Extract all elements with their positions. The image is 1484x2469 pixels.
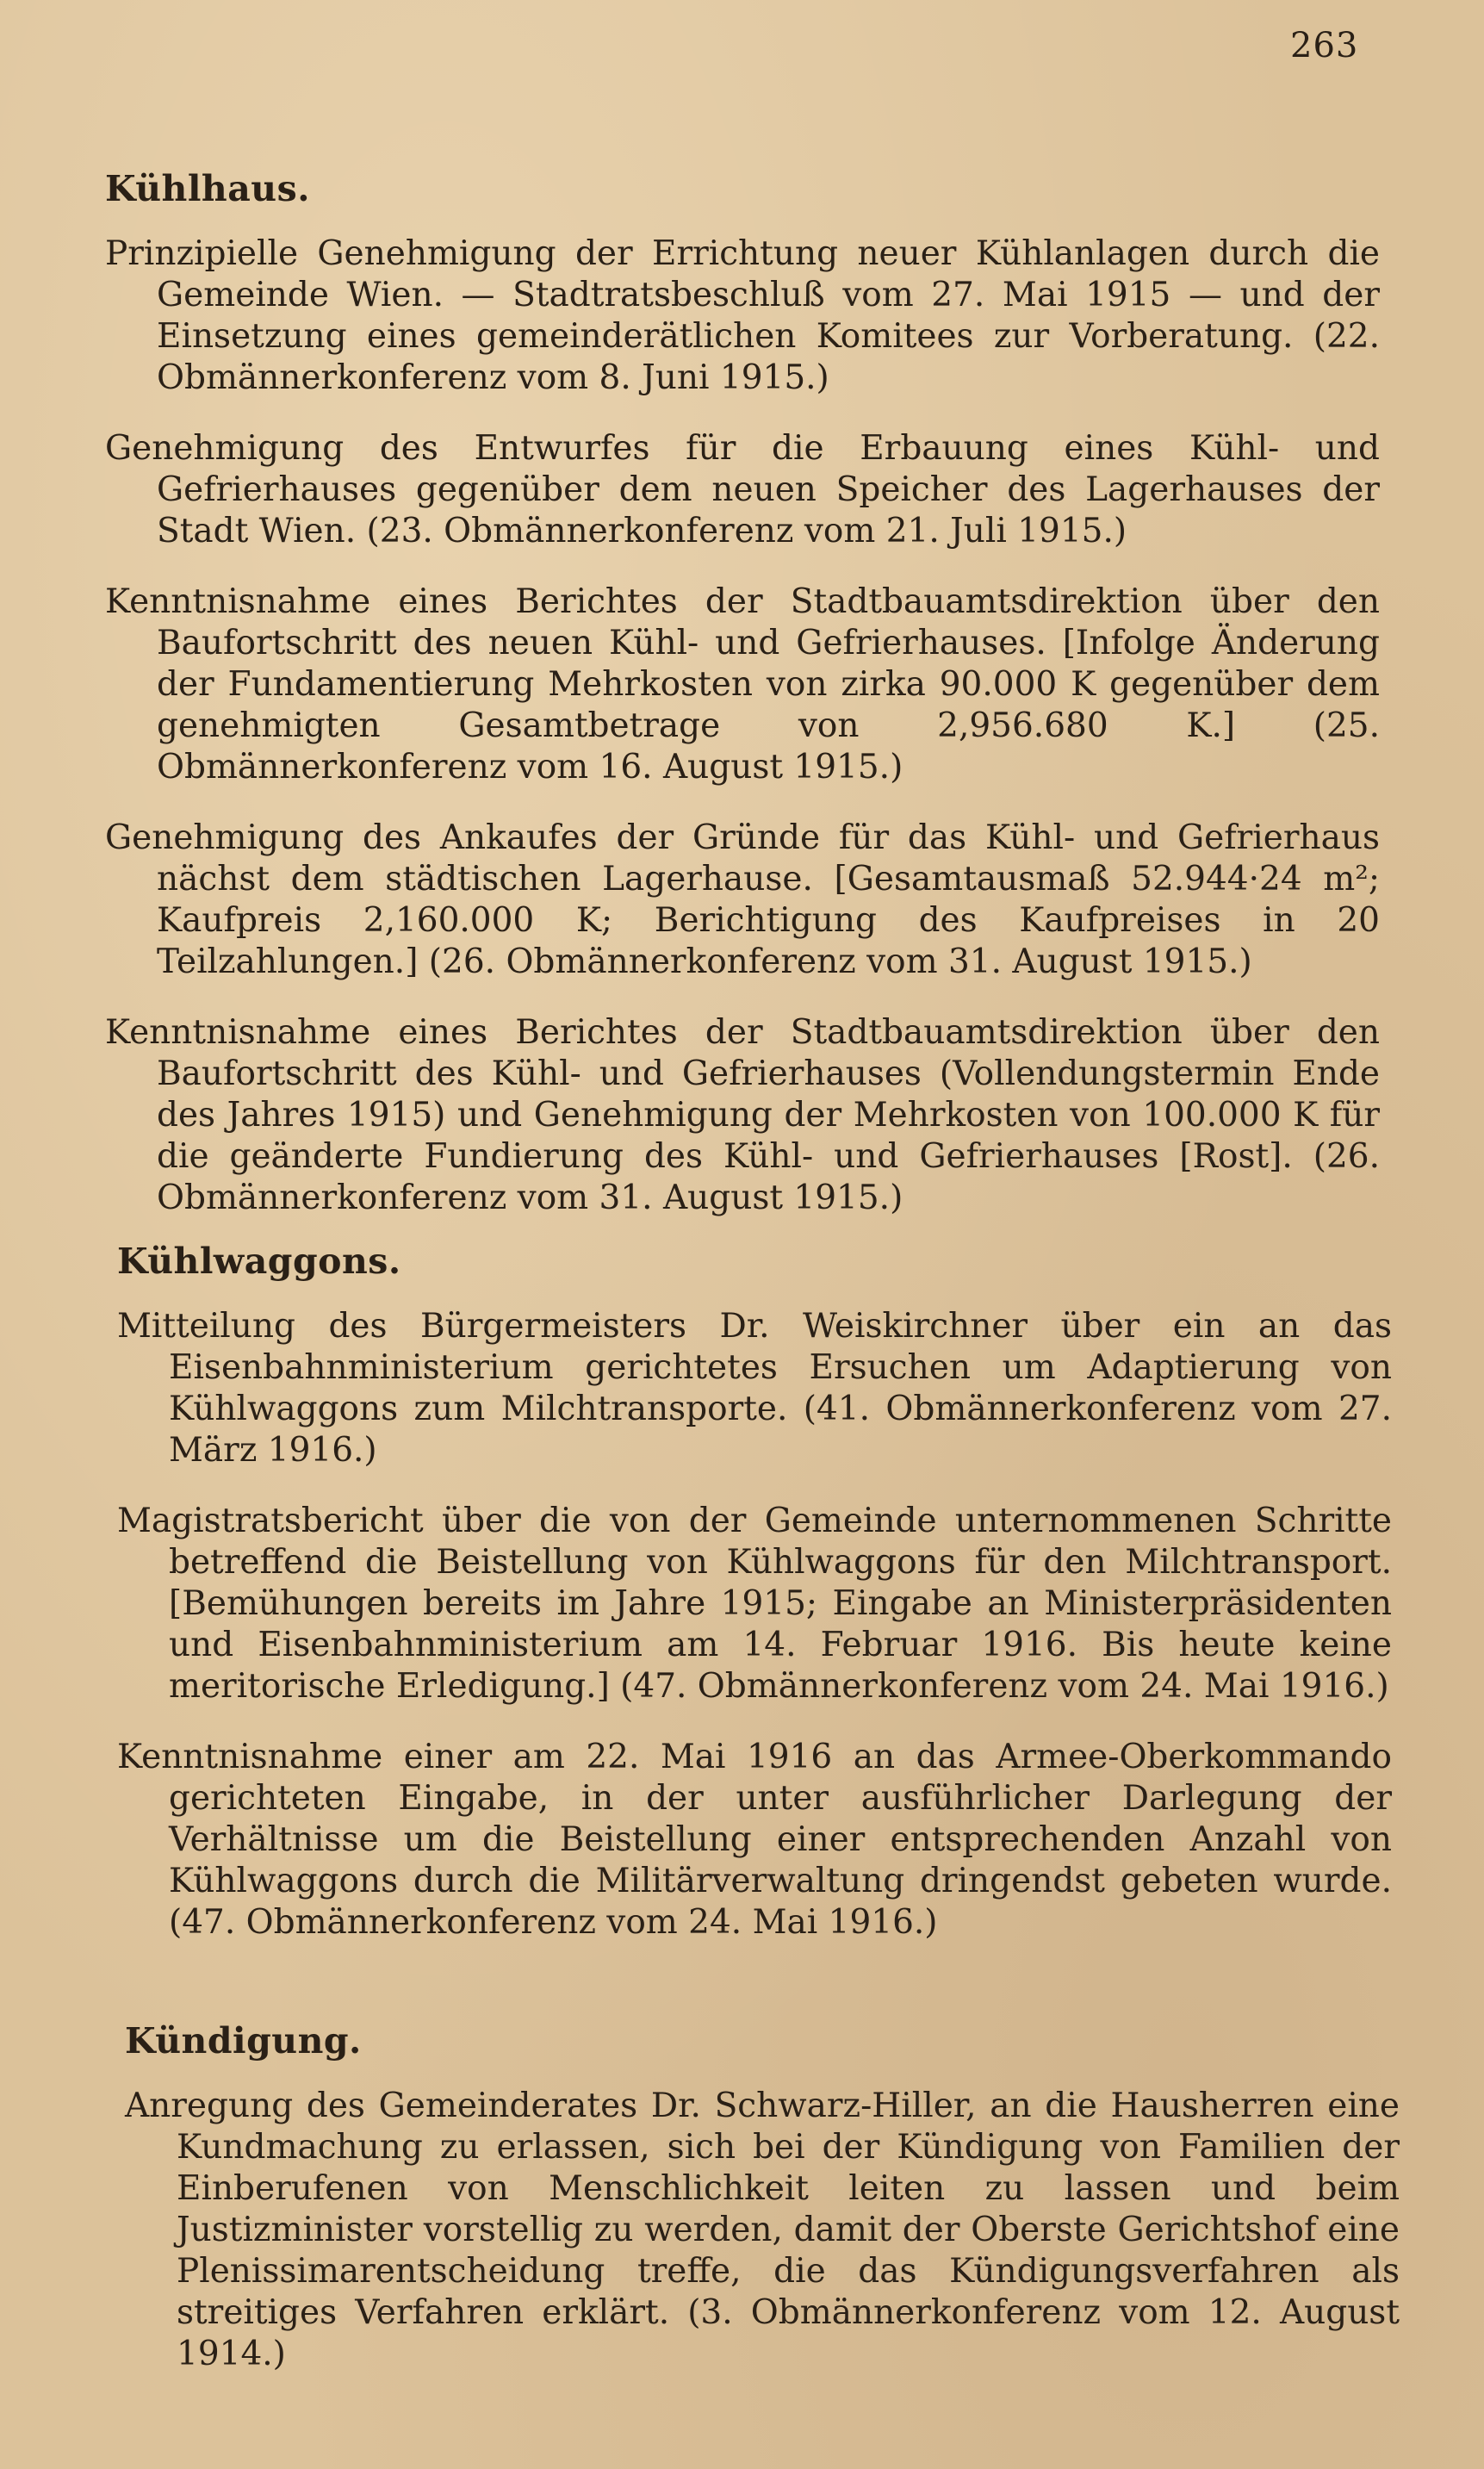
entry-paragraph: Kenntnisnahme einer am 22. Mai 1916 an das Armee-Oberkommando gerichteten Eingabe, in der unter ausführlicher Darlegung der Verhältnisse um die Beistellung einer entsprechenden Anzahl von Kühlwaggons durch die Militärverwaltung dringendst gebeten wurde. (47. Obmännerkonferenz vom 24. Mai 1916.) xyxy=(117,1738,1392,1942)
entry-paragraph: Anregung des Gemeinderates Dr. Schwarz-Hiller, an die Hausherren eine Kundmachung zu erlassen, sich bei der Kündigung von Familien der Einberufenen von Menschlichkeit leiten zu lassen und beim Justizminister vorstellig zu werden, damit der Oberste Gerichtshof eine Plenissimarentscheidung treffe, die das Kündigungsverfahren als streitiges Verfahren erklärt. (3. Obmännerkonferenz vom 12. August 1914.) xyxy=(125,2087,1400,2373)
entry-paragraph: Mitteilung des Bürgermeisters Dr. Weiskirchner über ein an das Eisenbahnministerium gerichtetes Ersuchen um Adaptierung von Kühlwaggons zum Milchtransporte. (41. Obmännerkonferenz vom 27. März 1916.) xyxy=(117,1307,1392,1470)
section-kuehlwaggons xyxy=(117,1241,1392,1943)
entry-paragraph: Genehmigung des Ankaufes der Gründe für das Kühl- und Gefrierhaus nächst dem städtischen Lagerhause. [Gesamtausmaß 52.944·24 m²; Kaufpreis 2,160.000 K; Berichtigung des Kaufpreises in 20 Teilzahlungen.] (26. Obmännerkonferenz vom 31. August 1915.) xyxy=(105,818,1380,981)
entry-paragraph: Prinzipielle Genehmigung der Errichtung neuer Kühlanlagen durch die Gemeinde Wien. — Stadtratsbeschluß vom 27. Mai 1915 — und der Einsetzung eines gemeinderätlichen Komitees zur Vorberatung. (22. Obmännerkonferenz vom 8. Juni 1915.) xyxy=(105,234,1380,397)
section-heading: Kündigung. xyxy=(125,2020,362,2062)
section-kuehlhaus xyxy=(105,168,1380,1219)
section-heading: Kühlwaggons. xyxy=(117,1241,401,1282)
page-number: 263 xyxy=(1290,26,1359,65)
section-kuendigung xyxy=(125,2020,1400,2375)
entry-paragraph: Kenntnisnahme eines Berichtes der Stadtbauamtsdirektion über den Baufortschritt des Kühl- und Gefrierhauses (Vollendungstermin Ende des Jahres 1915) und Genehmigung der Mehrkosten von 100.000 K für die geänderte Fundierung des Kühl- und Gefrierhauses [Rost]. (26. Obmännerkonferenz vom 31. August 1915.) xyxy=(105,1013,1380,1217)
entry-paragraph: Genehmigung des Entwurfes für die Erbauung eines Kühl- und Gefrierhauses gegenüber dem neuen Speicher des Lagerhauses der Stadt Wien. (23. Obmännerkonferenz vom 21. Juli 1915.) xyxy=(105,429,1380,550)
section-heading: Kühlhaus. xyxy=(105,168,310,209)
entry-paragraph: Kenntnisnahme eines Berichtes der Stadtbauamtsdirektion über den Baufortschritt des neuen Kühl- und Gefrierhauses. [Infolge Änderung der Fundamentierung Mehrkosten von zirka 90.000 K gegenüber dem genehmigten Gesamtbetrage von 2,956.680 K.] (25. Obmännerkonferenz vom 16. August 1915.) xyxy=(105,582,1380,787)
entry-paragraph: Magistratsbericht über die von der Gemeinde unternommenen Schritte betreffend die Beistellung von Kühlwaggons für den Milchtransport. [Bemühungen bereits im Jahre 1915; Eingabe an Ministerpräsidenten und Eisenbahnministerium am 14. Februar 1916. Bis heute keine meritorische Erledigung.] (47. Obmännerkonferenz vom 24. Mai 1916.) xyxy=(117,1502,1392,1706)
